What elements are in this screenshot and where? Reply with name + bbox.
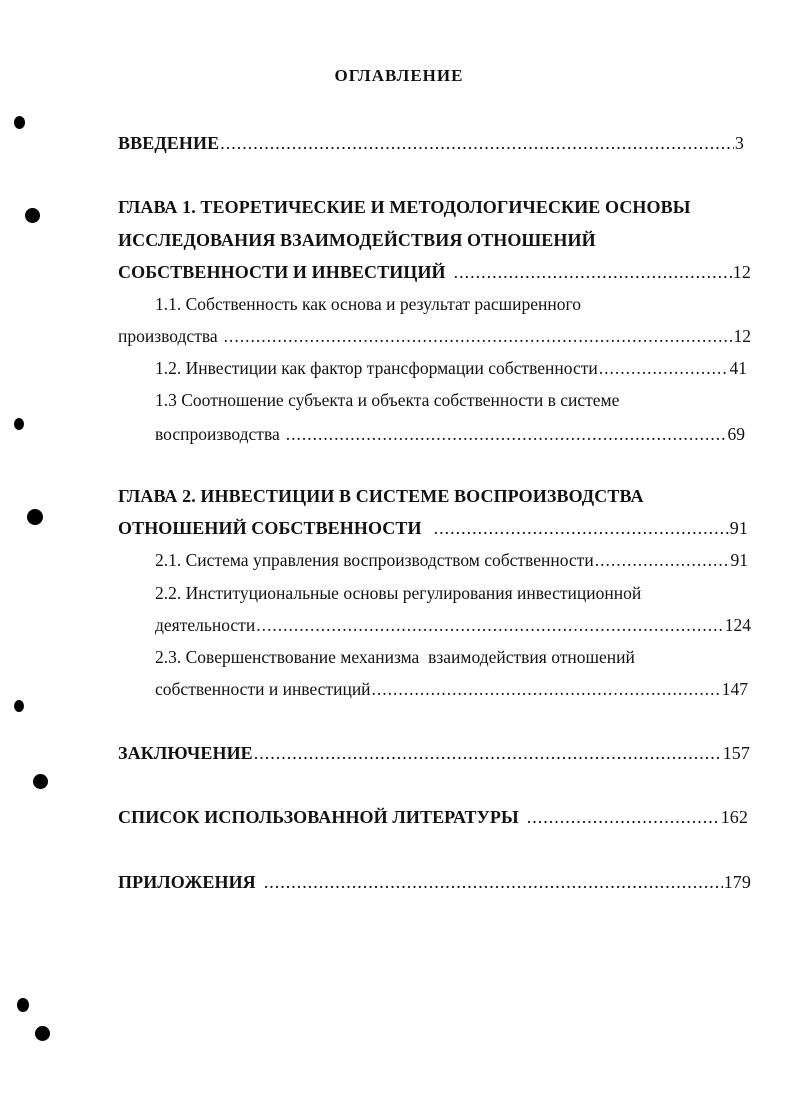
page-title: ОГЛАВЛЕНИЕ — [334, 66, 464, 85]
toc-entry-label: СОБСТВЕННОСТИ И ИНВЕСТИЦИЙ — [118, 262, 446, 282]
toc-leader-dots — [286, 423, 727, 445]
punch-hole-mark — [14, 700, 24, 712]
toc-chapter-1-line-1: ГЛАВА 1. ТЕОРЕТИЧЕСКИЕ И МЕТОДОЛОГИЧЕСКИЕ ОСНОВЫ — [118, 197, 691, 217]
toc-entry-label: 1.2. Инвестиции как фактор трансформации собственности — [155, 358, 598, 378]
toc-section-2-2-line-1: 2.2. Институциональные основы регулирования инвестиционной — [155, 583, 642, 603]
toc-entry-section-1-3[interactable] — [155, 423, 745, 445]
toc-chapter-1-line-2: ИССЛЕДОВАНИЯ ВЗАИМОДЕЙСТВИЯ ОТНОШЕНИЙ — [118, 230, 596, 250]
toc-leader-dots — [527, 806, 720, 828]
punch-hole-mark — [14, 418, 24, 430]
punch-hole-mark — [35, 1026, 50, 1041]
toc-leader-dots — [254, 742, 722, 764]
toc-chapter-2-line-1: ГЛАВА 2. ИНВЕСТИЦИИ В СИСТЕМЕ ВОСПРОИЗВОДСТВА — [118, 486, 644, 506]
toc-leader-dots — [264, 871, 723, 893]
toc-entry-label: ОТНОШЕНИЙ СОБСТВЕННОСТИ — [118, 518, 422, 538]
punch-hole-mark — [17, 998, 29, 1012]
toc-page-number: 147 — [721, 679, 748, 699]
toc-section-2-3-line-1: 2.3. Совершенствование механизма взаимодействия отношений — [155, 647, 635, 667]
toc-entry-label: 2.1. Система управления воспроизводством собственности — [155, 550, 594, 570]
toc-entry-section-1-1[interactable] — [118, 325, 751, 347]
toc-section-1-3-line-1: 1.3 Соотношение субъекта и объекта собственности в системе — [155, 390, 620, 410]
punch-hole-mark — [27, 509, 43, 525]
toc-entry-label: ВВЕДЕНИЕ — [118, 133, 220, 153]
toc-entry-chapter-2[interactable] — [118, 517, 748, 539]
toc-page-number: 69 — [727, 424, 745, 444]
toc-entry-conclusion[interactable] — [118, 742, 750, 764]
toc-entry-section-2-1[interactable] — [155, 549, 748, 571]
toc-entry-label: ЗАКЛЮЧЕНИЕ — [118, 743, 253, 763]
toc-page-number: 12 — [733, 326, 751, 346]
toc-page-number: 3 — [734, 133, 744, 153]
toc-entry-intro[interactable] — [118, 132, 744, 154]
toc-leader-dots — [220, 132, 734, 154]
toc-entry-label: ПРИЛОЖЕНИЯ — [118, 872, 256, 892]
toc-entry-references[interactable] — [118, 806, 748, 828]
toc-entry-chapter-1[interactable] — [118, 261, 751, 283]
punch-hole-mark — [14, 116, 25, 129]
toc-page-number: 124 — [724, 615, 751, 635]
toc-section-1-1-line-1: 1.1. Собственность как основа и результат расширенного — [155, 294, 581, 314]
toc-page-number: 41 — [729, 358, 747, 378]
toc-leader-dots — [256, 614, 724, 636]
toc-page-number: 12 — [732, 262, 751, 282]
toc-entry-label: деятельности — [155, 615, 256, 635]
toc-page-number: 179 — [723, 872, 751, 892]
toc-leader-dots — [434, 517, 729, 539]
toc-entry-section-2-2[interactable] — [155, 614, 751, 636]
toc-entry-section-2-3[interactable] — [155, 678, 748, 700]
toc-entry-label: производства — [118, 326, 218, 346]
toc-entry-label: воспроизводства — [155, 424, 280, 444]
toc-leader-dots — [595, 549, 730, 571]
toc-page-number: 157 — [722, 743, 750, 763]
toc-entry-section-1-2[interactable] — [155, 357, 747, 379]
toc-entry-label: собственности и инвестиций — [155, 679, 371, 699]
toc-page-number: 162 — [720, 807, 748, 827]
punch-hole-mark — [25, 208, 40, 223]
toc-page-number: 91 — [729, 518, 748, 538]
toc-leader-dots — [599, 357, 729, 379]
toc-entry-appendix[interactable] — [118, 871, 751, 893]
toc-leader-dots — [224, 325, 733, 347]
toc-leader-dots — [454, 261, 732, 283]
toc-entry-label: СПИСОК ИСПОЛЬЗОВАННОЙ ЛИТЕРАТУРЫ — [118, 807, 519, 827]
toc-leader-dots — [372, 678, 721, 700]
punch-hole-mark — [33, 774, 48, 789]
toc-page-number: 91 — [730, 550, 748, 570]
